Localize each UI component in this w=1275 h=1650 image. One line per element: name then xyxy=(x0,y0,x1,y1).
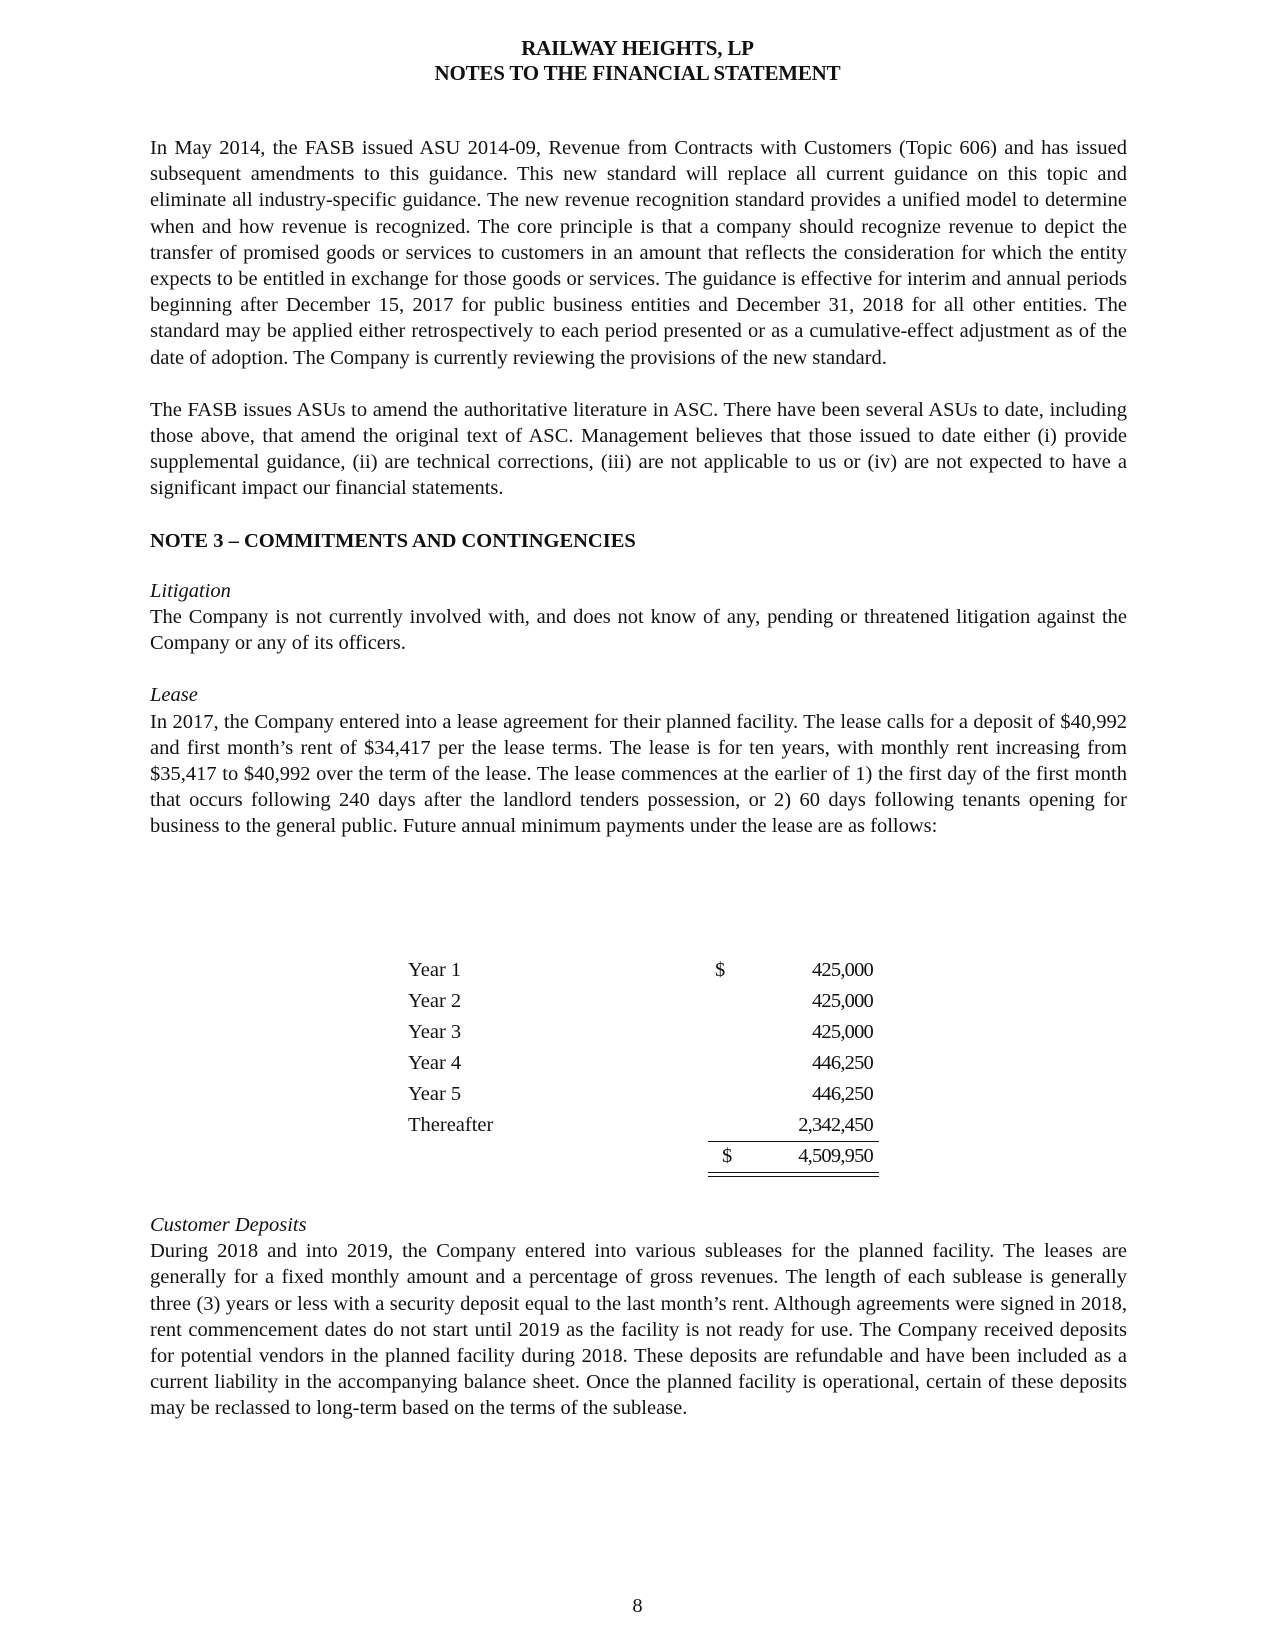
double-underline xyxy=(708,1172,879,1177)
litigation-text: The Company is not currently involved with, and does not know of any, pending or threatened litigation against the Company or any of its officers. xyxy=(150,606,1127,655)
total-cell xyxy=(708,1141,879,1172)
row-label: Year 3 xyxy=(408,1021,462,1043)
page-number: 8 xyxy=(632,1595,643,1617)
lease-section xyxy=(150,682,1127,839)
company-name: RAILWAY HEIGHTS, LP xyxy=(521,36,754,60)
row-label: Year 1 xyxy=(408,959,462,981)
row-amount: 446,250 xyxy=(811,1083,873,1105)
litigation-section xyxy=(150,578,1127,657)
row-label: Year 5 xyxy=(408,1083,462,1105)
customer-deposits-subheading: Customer Deposits xyxy=(150,1214,307,1236)
customer-deposits-section xyxy=(150,1212,1127,1422)
table-row xyxy=(408,1017,873,1048)
total-amount: 4,509,950 xyxy=(798,1145,873,1167)
currency-symbol: $ xyxy=(722,1145,733,1167)
table-row xyxy=(408,1079,873,1110)
table-total-row xyxy=(408,1141,873,1172)
row-amount: 425,000 xyxy=(811,990,873,1012)
notes-body xyxy=(150,135,1127,866)
table-row xyxy=(408,986,873,1017)
row-amount: 425,000 xyxy=(811,959,873,981)
currency-symbol: $ xyxy=(715,959,726,981)
note-3-heading: NOTE 3 – COMMITMENTS AND CONTINGENCIES xyxy=(150,529,636,552)
table-row xyxy=(408,1048,873,1079)
lease-text: In 2017, the Company entered into a lease agreement for their planned facility. The lease calls for a deposit of $40,992 and first month’s rent of $34,417 per the lease terms. The lease is for ten years, with monthly rent increasing from $35,417 to $40,992 over the term of the lease. The lease commences at the earlier of 1) the first day of the first month that occurs following 240 days after the landlord tenders possession, or 2) 60 days following tenants opening for business to the general public. Future annual minimum payments under the lease are as follows: xyxy=(150,710,1127,838)
document-title: NOTES TO THE FINANCIAL STATEMENT xyxy=(434,61,841,85)
row-label: Thereafter xyxy=(408,1114,494,1136)
document-header xyxy=(0,36,1275,86)
table-row xyxy=(408,1110,873,1141)
fasb-asus-paragraph: The FASB issues ASUs to amend the authoritative literature in ASC. There have been several ASUs to date, including those above, that amend the original text of ASC. Management believes that those issued to date either (i) provide supplemental guidance, (ii) are technical corrections, (iii) are not applicable to us or (iv) are not expected to have a significant impact our financial statements. xyxy=(150,398,1127,500)
row-label: Year 2 xyxy=(408,990,462,1012)
customer-deposits-text: During 2018 and into 2019, the Company entered into various subleases for the planned facility. The leases are generally for a fixed monthly amount and a percentage of gross revenues. The length of each sublease is generally three (3) years or less with a security deposit equal to the last month’s rent. Although agreements were signed in 2018, rent commencement dates do not start until 2019 as the facility is not ready for use. The Company received deposits for potential vendors in the planned facility during 2018. These deposits are refundable and have been included as a current liability in the accompanying balance sheet. Once the planned facility is operational, certain of these deposits may be reclassed to long-term based on the terms of the sublease. xyxy=(150,1240,1127,1420)
asu-2014-09-paragraph: In May 2014, the FASB issued ASU 2014-09, Revenue from Contracts with Customers (Topic 606) and has issued subsequent amendments to this guidance. This new standard will replace all current guidance on this topic and eliminate all industry-specific guidance. The new revenue recognition standard provides a unified model to determine when and how revenue is recognized. The core principle is that a company should recognize revenue to depict the transfer of promised goods or services to customers in an amount that reflects the consideration for which the entity expects to be entitled in exchange for those goods or services. The guidance is effective for interim and annual periods beginning after December 15, 2017 for public business entities and December 31, 2018 for all other entities. The standard may be applied either retrospectively to each period presented or as a cumulative-effect adjustment as of the date of adoption. The Company is currently reviewing the provisions of the new standard. xyxy=(150,137,1127,369)
litigation-subheading: Litigation xyxy=(150,579,231,602)
lease-subheading: Lease xyxy=(150,684,198,707)
lease-payments-table xyxy=(408,955,873,1172)
row-amount: 446,250 xyxy=(811,1052,873,1074)
table-row xyxy=(408,955,873,986)
row-label: Year 4 xyxy=(408,1052,462,1074)
row-amount: 2,342,450 xyxy=(798,1114,873,1136)
row-amount: 425,000 xyxy=(811,1021,873,1043)
